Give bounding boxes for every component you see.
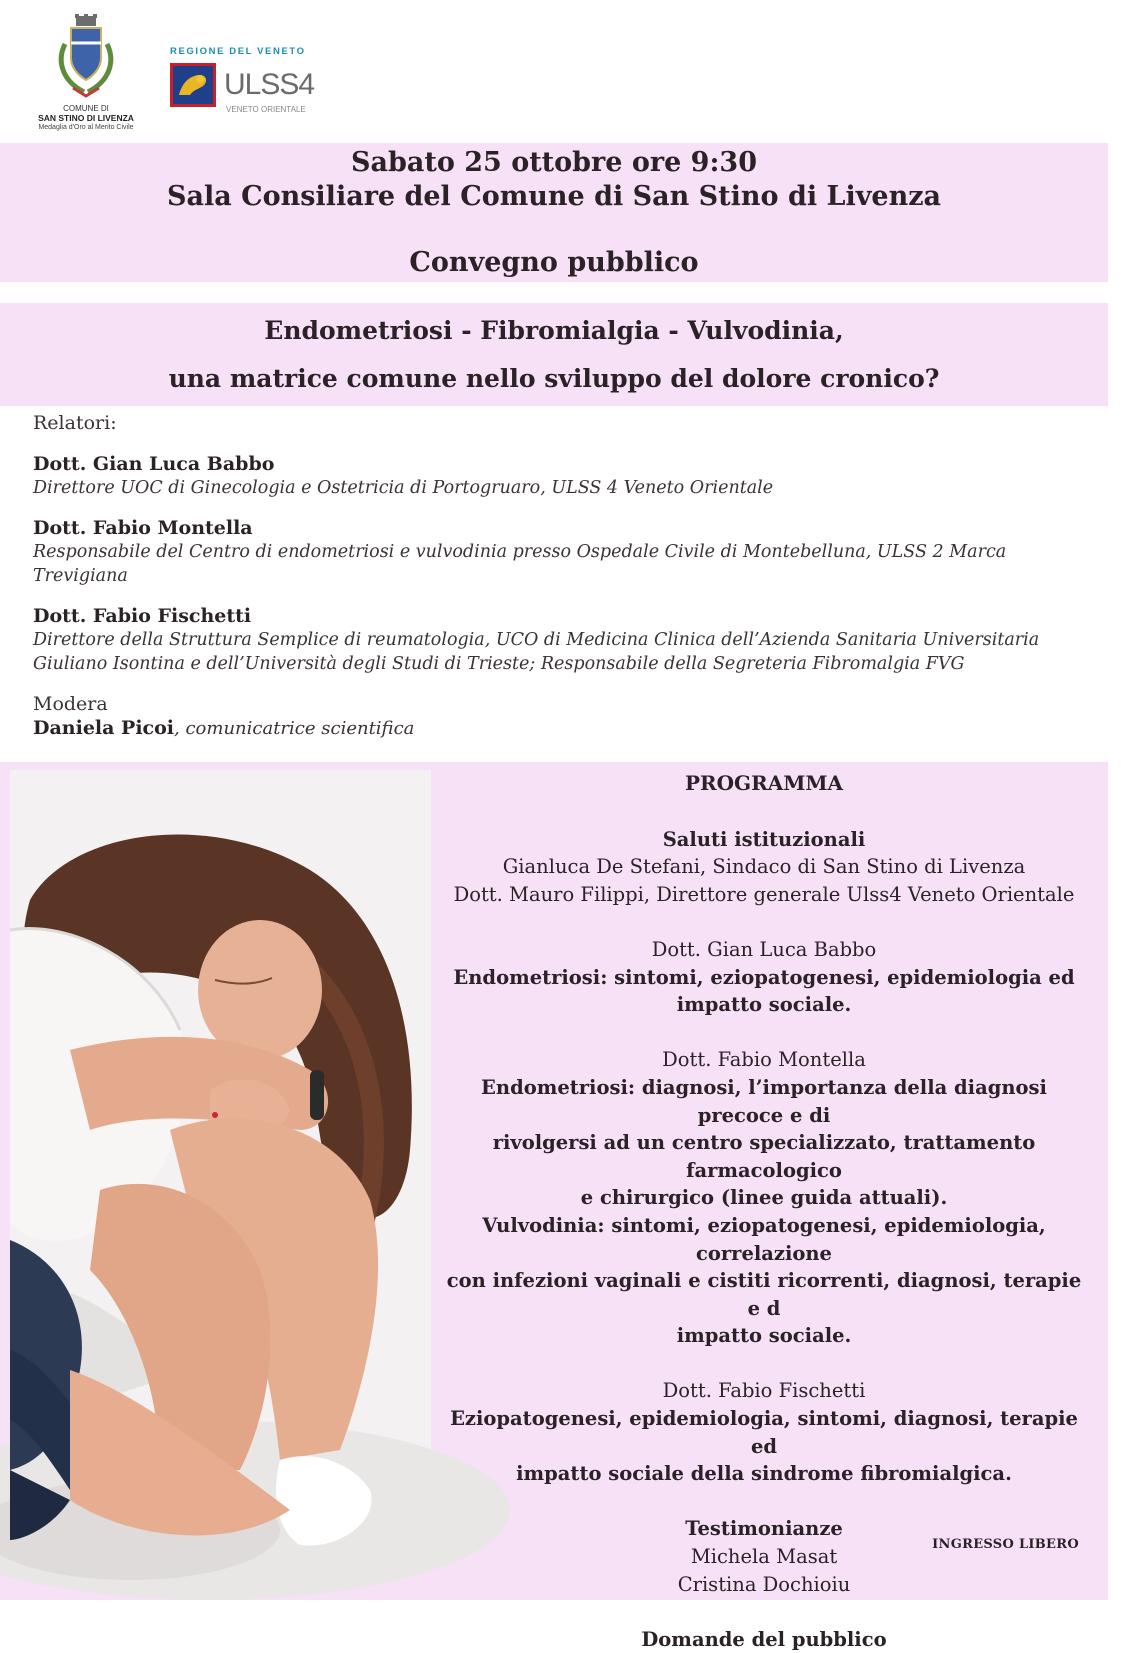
comune-label: COMUNE DI — [63, 104, 109, 113]
program-topic-line: Saluti istituzionali — [662, 827, 866, 851]
comune-medal: Medaglia d'Oro al Merito Civile — [38, 124, 134, 131]
program-topic-line: Vulvodinia: sintomi, eziopatogenesi, epidemiologia, correlazione — [482, 1213, 1046, 1265]
lion-emblem-icon — [170, 63, 216, 107]
topic-line-2: una matrice comune nello sviluppo del dolore cronico? — [168, 364, 940, 393]
event-date: Sabato 25 ottobre ore 9:30 — [350, 147, 757, 178]
program-speaker-line: Dott. Gian Luca Babbo — [651, 937, 877, 961]
woman-photo — [10, 770, 431, 1563]
program-speaker-line: Dott. Mauro Filippi, Direttore generale Ulss4 Veneto Orientale — [453, 882, 1075, 906]
speaker-babbo — [33, 452, 1103, 500]
ulss-logo — [170, 46, 320, 118]
speaker-name: Dott. Gian Luca Babbo — [33, 453, 275, 475]
speakers-label: Relatori: — [33, 412, 117, 434]
program-spacer — [440, 1488, 1088, 1516]
speaker-role: Giuliano Isontina e dell’Università degli Studi di Trieste; Responsabile della Segreteria Fibromalgia FVG — [33, 654, 965, 674]
program-speaker-line: Cristina Dochioiu — [677, 1572, 851, 1596]
program-topic-line: Endometriosi: sintomi, eziopatogenesi, epidemiologia ed — [453, 965, 1075, 989]
program-spacer — [440, 908, 1088, 936]
program-speaker-line: Gianluca De Stefani, Sindaco di San Stino di Livenza — [502, 855, 1026, 879]
program-topic-line: Endometriosi: diagnosi, l’importanza della diagnosi precoce e di — [481, 1075, 1047, 1127]
program-speaker-line: Dott. Fabio Fischetti — [662, 1379, 866, 1403]
program-topic-line: impatto sociale. — [676, 1324, 852, 1348]
program-speaker-line: Dott. Fabio Montella — [662, 1048, 866, 1072]
program-spacer — [440, 1598, 1088, 1626]
speaker-fischetti — [33, 604, 1103, 676]
program-section — [440, 766, 1088, 1653]
program-spacer — [440, 1019, 1088, 1047]
program-speaker-line: Michela Masat — [690, 1545, 838, 1569]
speaker-role: Direttore della Struttura Semplice di reumatologia, UCO di Medicina Clinica dell’Azienda Sanitaria Universitaria — [33, 630, 1040, 650]
speaker-montella — [33, 516, 1103, 588]
event-type: Convegno pubblico — [409, 247, 699, 278]
program-topic-line: Testimonianze — [685, 1517, 843, 1541]
speaker-name: Dott. Fabio Fischetti — [33, 605, 252, 627]
ulss-region: REGIONE DEL VENETO — [170, 46, 306, 57]
program-topic-line: Eziopatogenesi, epidemiologia, sintomi, diagnosi, terapie ed — [450, 1407, 1078, 1458]
event-venue: Sala Consiliare del Comune di San Stino di Livenza — [166, 181, 942, 212]
free-entry-note: INGRESSO LIBERO — [932, 1537, 1079, 1552]
speaker-role: Responsabile del Centro di endometriosi e vulvodinia presso Ospedale Civile di Montebelluna, ULSS 2 Marca Trevigiana — [33, 542, 1007, 586]
moderator-label: Modera — [33, 693, 108, 715]
program-topic-line: Domande del pubblico — [641, 1627, 887, 1651]
program-topic-line: impatto sociale della sindrome fibromialgica. — [516, 1462, 1012, 1486]
comune-name: SAN STINO DI LIVENZA — [38, 113, 134, 123]
comune-logo — [28, 14, 144, 134]
program-spacer — [440, 1350, 1088, 1378]
woman-illustration — [10, 770, 431, 1563]
program-topic-line: rivolgersi ad un centro specializzato, trattamento farmacologico — [492, 1131, 1036, 1182]
moderator-name: Daniela Picoi — [33, 717, 175, 739]
ulss-sub: VENETO ORIENTALE — [226, 105, 306, 114]
topic-line-1: Endometriosi - Fibromialgia - Vulvodinia, — [264, 316, 844, 345]
ulss-name: ULSS4 — [224, 68, 315, 101]
speaker-name: Dott. Fabio Montella — [33, 517, 253, 539]
program-list — [440, 826, 1088, 1653]
program-title: PROGRAMMA — [684, 771, 844, 795]
speaker-role: Direttore UOC di Ginecologia e Ostetricia di Portogruaro, ULSS 4 Veneto Orientale — [33, 478, 774, 498]
speakers-section — [33, 410, 1103, 741]
moderator-role: , comunicatrice scientifica — [174, 718, 415, 739]
coat-of-arms-icon — [51, 14, 121, 102]
program-topic-line: e chirurgico (linee guida attuali). — [580, 1186, 948, 1210]
program-topic-line: impatto sociale. — [676, 993, 852, 1017]
program-topic-line: con infezioni vaginali e cistiti ricorrenti, diagnosi, terapie e d — [446, 1269, 1082, 1320]
moderator — [33, 692, 1103, 741]
